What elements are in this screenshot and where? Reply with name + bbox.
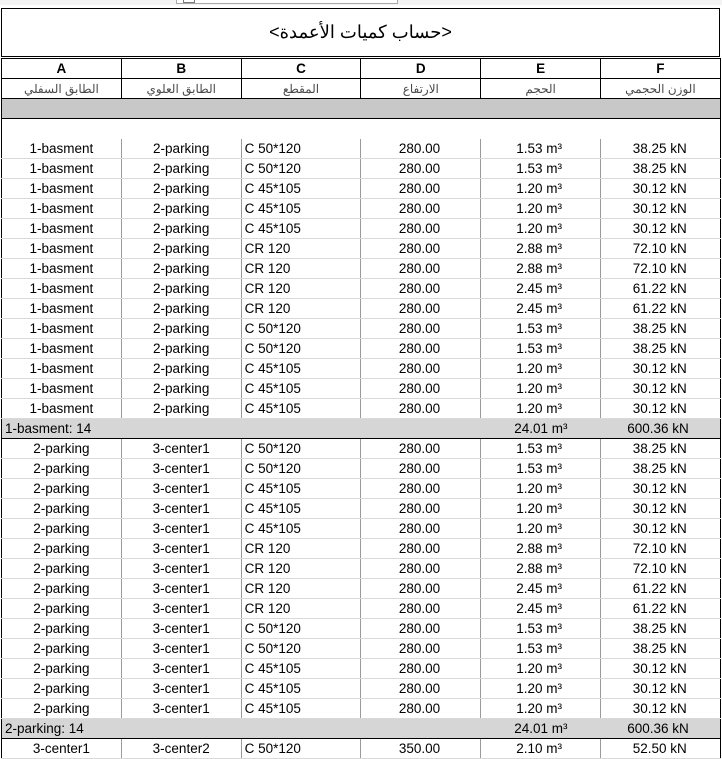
cell-section[interactable]: C 45*105 [241, 659, 361, 679]
cell-bottom-level[interactable]: 1-basment [2, 199, 122, 219]
header-height[interactable]: الارتفاع [361, 79, 481, 99]
cell-volume[interactable]: 1.20 m³ [481, 199, 601, 219]
cell-volume[interactable]: 2.88 m³ [481, 539, 601, 559]
table-row[interactable] [2, 519, 721, 539]
schedule-title [1, 8, 720, 57]
cell-bottom-level[interactable]: 2-parking [2, 439, 122, 459]
table-row[interactable] [2, 359, 721, 379]
cell-section[interactable]: CR 120 [241, 259, 361, 279]
cell-weight[interactable]: 30.12 kN [600, 379, 720, 399]
cell-section[interactable]: CR 120 [241, 599, 361, 619]
cell-weight[interactable]: 38.25 kN [600, 139, 720, 159]
group-summary-row[interactable] [2, 719, 721, 739]
header-spacer [2, 99, 721, 119]
cell-section[interactable]: CR 120 [241, 299, 361, 319]
cell-volume[interactable]: 1.20 m³ [481, 499, 601, 519]
cell-weight[interactable]: 30.12 kN [600, 399, 720, 419]
table-row[interactable] [2, 319, 721, 339]
cell-height[interactable]: 280.00 [361, 439, 481, 459]
cell-section[interactable]: C 45*105 [241, 679, 361, 699]
cell-top-level[interactable]: 3-center1 [121, 459, 241, 479]
cell-height[interactable]: 280.00 [361, 399, 481, 419]
cell-section[interactable]: CR 120 [241, 539, 361, 559]
cell-bottom-level[interactable]: 2-parking [2, 679, 122, 699]
cell-bottom-level[interactable]: 1-basment [2, 339, 122, 359]
cell-top-level[interactable]: 3-center1 [121, 639, 241, 659]
cell-volume[interactable]: 1.53 m³ [481, 139, 601, 159]
cell-volume[interactable]: 1.20 m³ [481, 379, 601, 399]
header-top-level[interactable]: الطابق العلوي [121, 79, 241, 99]
cell-height[interactable]: 280.00 [361, 579, 481, 599]
cell-top-level[interactable]: 2-parking [121, 199, 241, 219]
header-spacer-row [2, 99, 721, 119]
cell-top-level[interactable]: 3-center1 [121, 539, 241, 559]
cell-height[interactable]: 280.00 [361, 359, 481, 379]
cell-section[interactable]: C 45*105 [241, 199, 361, 219]
cell-volume[interactable]: 1.53 m³ [481, 339, 601, 359]
cell-bottom-level[interactable]: 2-parking [2, 539, 122, 559]
header-bottom-level[interactable]: الطابق السفلي [2, 79, 122, 99]
cell-height[interactable]: 280.00 [361, 479, 481, 499]
table-row[interactable] [2, 459, 721, 479]
cell-bottom-level[interactable]: 2-parking [2, 559, 122, 579]
cell-section[interactable]: C 50*120 [241, 739, 361, 759]
table-row[interactable] [2, 239, 721, 259]
cell-bottom-level[interactable]: 1-basment [2, 399, 122, 419]
cell-height[interactable]: 280.00 [361, 339, 481, 359]
cell-volume[interactable]: 1.53 m³ [481, 639, 601, 659]
cell-height[interactable]: 280.00 [361, 519, 481, 539]
cell-bottom-level[interactable]: 1-basment [2, 139, 122, 159]
table-row[interactable] [2, 619, 721, 639]
table-row[interactable] [2, 699, 721, 719]
table-row[interactable] [2, 559, 721, 579]
cell-bottom-level[interactable]: 1-basment [2, 259, 122, 279]
cell-volume[interactable]: 1.20 m³ [481, 699, 601, 719]
cell-weight[interactable]: 61.22 kN [600, 579, 720, 599]
cell-bottom-level[interactable]: 1-basment [2, 179, 122, 199]
cell-bottom-level[interactable]: 2-parking [2, 479, 122, 499]
cell-weight[interactable]: 30.12 kN [600, 679, 720, 699]
cell-height[interactable]: 280.00 [361, 559, 481, 579]
cell-weight[interactable]: 72.10 kN [600, 559, 720, 579]
table-row[interactable] [2, 299, 721, 319]
cell-height[interactable]: 280.00 [361, 619, 481, 639]
cell-height[interactable]: 280.00 [361, 159, 481, 179]
cell-weight[interactable]: 30.12 kN [600, 199, 720, 219]
table-row[interactable] [2, 499, 721, 519]
cell-weight[interactable]: 30.12 kN [600, 519, 720, 539]
cell-top-level[interactable]: 2-parking [121, 179, 241, 199]
cell-weight[interactable]: 30.12 kN [600, 479, 720, 499]
cell-section[interactable]: C 45*105 [241, 499, 361, 519]
table-row[interactable] [2, 539, 721, 559]
cell-top-level[interactable]: 3-center1 [121, 439, 241, 459]
cell-bottom-level[interactable]: 2-parking [2, 459, 122, 479]
cell-bottom-level[interactable]: 2-parking [2, 519, 122, 539]
header-weight[interactable]: الوزن الحجمي [600, 79, 720, 99]
cell-height[interactable]: 280.00 [361, 379, 481, 399]
cell-bottom-level[interactable]: 1-basment [2, 159, 122, 179]
group-summary-weight: 600.36 kN [600, 719, 720, 739]
group-summary-row[interactable] [2, 419, 721, 439]
cell-height[interactable]: 280.00 [361, 699, 481, 719]
column-letter-a[interactable]: A [2, 59, 122, 79]
cell-top-level[interactable]: 3-center1 [121, 499, 241, 519]
schedule-table [1, 58, 721, 759]
cell-top-level[interactable]: 2-parking [121, 379, 241, 399]
cell-section[interactable]: CR 120 [241, 559, 361, 579]
cell-section[interactable]: C 45*105 [241, 399, 361, 419]
cell-height[interactable]: 280.00 [361, 279, 481, 299]
cell-bottom-level[interactable]: 2-parking [2, 579, 122, 599]
cell-section[interactable]: C 45*105 [241, 179, 361, 199]
cell-top-level[interactable]: 2-parking [121, 259, 241, 279]
cell-top-level[interactable]: 2-parking [121, 299, 241, 319]
cell-volume[interactable]: 1.53 m³ [481, 159, 601, 179]
cell-weight[interactable]: 72.10 kN [600, 239, 720, 259]
cell-section[interactable]: C 50*120 [241, 339, 361, 359]
cell-height[interactable]: 280.00 [361, 659, 481, 679]
cell-volume[interactable]: 2.45 m³ [481, 299, 601, 319]
table-row[interactable] [2, 739, 721, 759]
cell-volume[interactable]: 1.53 m³ [481, 619, 601, 639]
cell-section[interactable]: C 45*105 [241, 219, 361, 239]
cell-bottom-level[interactable]: 2-parking [2, 659, 122, 679]
header-volume[interactable]: الحجم [481, 79, 601, 99]
table-row[interactable] [2, 279, 721, 299]
column-letter-row [2, 59, 721, 79]
cell-weight[interactable]: 38.25 kN [600, 439, 720, 459]
cell-top-level[interactable]: 2-parking [121, 239, 241, 259]
table-row[interactable] [2, 199, 721, 219]
cell-weight[interactable]: 38.25 kN [600, 639, 720, 659]
cell-top-level[interactable]: 2-parking [121, 139, 241, 159]
cell-height[interactable]: 280.00 [361, 179, 481, 199]
cell-weight[interactable]: 30.12 kN [600, 659, 720, 679]
cell-section[interactable]: C 45*105 [241, 519, 361, 539]
cell-height[interactable]: 280.00 [361, 239, 481, 259]
cell-volume[interactable]: 2.10 m³ [481, 739, 601, 759]
cell-section[interactable]: C 50*120 [241, 319, 361, 339]
cell-top-level[interactable]: 3-center2 [121, 739, 241, 759]
cell-section[interactable]: CR 120 [241, 279, 361, 299]
cell-volume[interactable]: 1.20 m³ [481, 479, 601, 499]
table-row[interactable] [2, 139, 721, 159]
cell-top-level[interactable]: 3-center1 [121, 479, 241, 499]
cell-top-level[interactable]: 3-center1 [121, 599, 241, 619]
cell-height[interactable]: 280.00 [361, 499, 481, 519]
cell-volume[interactable]: 1.53 m³ [481, 459, 601, 479]
cell-top-level[interactable]: 3-center1 [121, 699, 241, 719]
cell-section[interactable]: C 50*120 [241, 139, 361, 159]
cell-volume[interactable]: 2.45 m³ [481, 579, 601, 599]
cell-section[interactable]: C 50*120 [241, 619, 361, 639]
table-row[interactable] [2, 599, 721, 619]
cell-height[interactable]: 280.00 [361, 219, 481, 239]
cell-top-level[interactable]: 2-parking [121, 359, 241, 379]
cell-bottom-level[interactable]: 1-basment [2, 299, 122, 319]
table-row[interactable] [2, 579, 721, 599]
cell-weight[interactable]: 30.12 kN [600, 699, 720, 719]
cell-top-level[interactable]: 2-parking [121, 339, 241, 359]
cell-section[interactable]: C 45*105 [241, 379, 361, 399]
cell-top-level[interactable]: 2-parking [121, 219, 241, 239]
cell-height[interactable]: 350.00 [361, 739, 481, 759]
cell-weight[interactable]: 61.22 kN [600, 279, 720, 299]
cell-volume[interactable]: 1.20 m³ [481, 359, 601, 379]
cell-section[interactable]: C 45*105 [241, 699, 361, 719]
cell-bottom-level[interactable]: 2-parking [2, 699, 122, 719]
cell-volume[interactable]: 1.20 m³ [481, 519, 601, 539]
cell-section[interactable]: C 45*105 [241, 359, 361, 379]
cell-volume[interactable]: 1.20 m³ [481, 659, 601, 679]
cell-bottom-level[interactable]: 3-center1 [2, 739, 122, 759]
cell-section[interactable]: C 50*120 [241, 439, 361, 459]
cell-section[interactable]: C 50*120 [241, 639, 361, 659]
cell-height[interactable]: 280.00 [361, 679, 481, 699]
cell-bottom-level[interactable]: 2-parking [2, 599, 122, 619]
cell-height[interactable]: 280.00 [361, 199, 481, 219]
column-letter-c[interactable]: C [241, 59, 361, 79]
blank-row [2, 119, 721, 139]
table-row[interactable] [2, 339, 721, 359]
cell-section[interactable]: C 45*105 [241, 479, 361, 499]
view-tab[interactable] [176, 0, 398, 4]
cell-weight[interactable]: 61.22 kN [600, 599, 720, 619]
cell-top-level[interactable]: 2-parking [121, 399, 241, 419]
cell-top-level[interactable]: 2-parking [121, 319, 241, 339]
cell-weight[interactable]: 30.12 kN [600, 179, 720, 199]
cell-section[interactable]: C 50*120 [241, 459, 361, 479]
cell-height[interactable]: 280.00 [361, 539, 481, 559]
cell-bottom-level[interactable]: 1-basment [2, 219, 122, 239]
cell-volume[interactable]: 1.20 m³ [481, 399, 601, 419]
cell-height[interactable]: 280.00 [361, 139, 481, 159]
table-row[interactable] [2, 659, 721, 679]
cell-bottom-level[interactable]: 2-parking [2, 639, 122, 659]
cell-volume[interactable]: 1.20 m³ [481, 219, 601, 239]
cell-weight[interactable]: 38.25 kN [600, 339, 720, 359]
group-summary-volume: 24.01 m³ [481, 719, 601, 739]
cell-height[interactable]: 280.00 [361, 459, 481, 479]
cell-top-level[interactable]: 3-center1 [121, 619, 241, 639]
cell-volume[interactable]: 2.88 m³ [481, 259, 601, 279]
cell-section[interactable]: C 50*120 [241, 159, 361, 179]
cell-volume[interactable]: 2.45 m³ [481, 599, 601, 619]
schedule-body [2, 99, 721, 759]
cell-bottom-level[interactable]: 2-parking [2, 619, 122, 639]
cell-bottom-level[interactable]: 1-basment [2, 279, 122, 299]
cell-weight[interactable]: 30.12 kN [600, 359, 720, 379]
cell-weight[interactable]: 38.25 kN [600, 159, 720, 179]
cell-top-level[interactable]: 3-center1 [121, 559, 241, 579]
column-letter-d[interactable]: D [361, 59, 481, 79]
cell-weight[interactable]: 72.10 kN [600, 539, 720, 559]
cell-bottom-level[interactable]: 1-basment [2, 239, 122, 259]
group-summary-label: 2-parking: 14 [2, 719, 481, 739]
cell-bottom-level[interactable]: 1-basment [2, 379, 122, 399]
column-letter-e[interactable]: E [481, 59, 601, 79]
table-row[interactable] [2, 379, 721, 399]
table-row[interactable] [2, 219, 721, 239]
cell-weight[interactable]: 52.50 kN [600, 739, 720, 759]
table-row[interactable] [2, 639, 721, 659]
cell-top-level[interactable]: 2-parking [121, 159, 241, 179]
cell-volume[interactable]: 1.53 m³ [481, 439, 601, 459]
cell-top-level[interactable]: 3-center1 [121, 519, 241, 539]
cell-volume[interactable]: 1.20 m³ [481, 679, 601, 699]
cell-weight[interactable]: 38.25 kN [600, 619, 720, 639]
blank-cell [2, 119, 721, 139]
cell-volume[interactable]: 2.45 m³ [481, 279, 601, 299]
column-letter-f[interactable]: F [600, 59, 720, 79]
cell-weight[interactable]: 30.12 kN [600, 499, 720, 519]
cell-height[interactable]: 280.00 [361, 319, 481, 339]
group-summary-volume: 24.01 m³ [481, 419, 601, 439]
cell-volume[interactable]: 1.20 m³ [481, 179, 601, 199]
cell-top-level[interactable]: 2-parking [121, 279, 241, 299]
cell-height[interactable]: 280.00 [361, 299, 481, 319]
cell-weight[interactable]: 38.25 kN [600, 319, 720, 339]
table-row[interactable] [2, 399, 721, 419]
cell-volume[interactable]: 2.88 m³ [481, 239, 601, 259]
cell-height[interactable]: 280.00 [361, 599, 481, 619]
cell-top-level[interactable]: 3-center1 [121, 679, 241, 699]
table-row[interactable] [2, 179, 721, 199]
cell-bottom-level[interactable]: 1-basment [2, 319, 122, 339]
cell-height[interactable]: 280.00 [361, 639, 481, 659]
cell-bottom-level[interactable]: 1-basment [2, 359, 122, 379]
cell-top-level[interactable]: 3-center1 [121, 659, 241, 679]
cell-section[interactable]: CR 120 [241, 239, 361, 259]
cell-weight[interactable]: 72.10 kN [600, 259, 720, 279]
column-letter-b[interactable]: B [121, 59, 241, 79]
table-row[interactable] [2, 679, 721, 699]
cell-weight[interactable]: 30.12 kN [600, 219, 720, 239]
cell-volume[interactable]: 2.88 m³ [481, 559, 601, 579]
cell-volume[interactable]: 1.53 m³ [481, 319, 601, 339]
group-summary-weight: 600.36 kN [600, 419, 720, 439]
cell-bottom-level[interactable]: 2-parking [2, 499, 122, 519]
table-row[interactable] [2, 439, 721, 459]
cell-height[interactable]: 280.00 [361, 259, 481, 279]
cell-top-level[interactable]: 3-center1 [121, 579, 241, 599]
table-row[interactable] [2, 159, 721, 179]
table-row[interactable] [2, 259, 721, 279]
table-row[interactable] [2, 479, 721, 499]
group-summary-label: 1-basment: 14 [2, 419, 481, 439]
header-section[interactable]: المقطع [241, 79, 361, 99]
cell-weight[interactable]: 38.25 kN [600, 459, 720, 479]
top-tab-strip [0, 0, 722, 5]
schedule-title-text: <حساب كميات الأعمدة> [269, 22, 452, 42]
cell-weight[interactable]: 61.22 kN [600, 299, 720, 319]
column-header-row [2, 79, 721, 99]
cell-section[interactable]: CR 120 [241, 579, 361, 599]
